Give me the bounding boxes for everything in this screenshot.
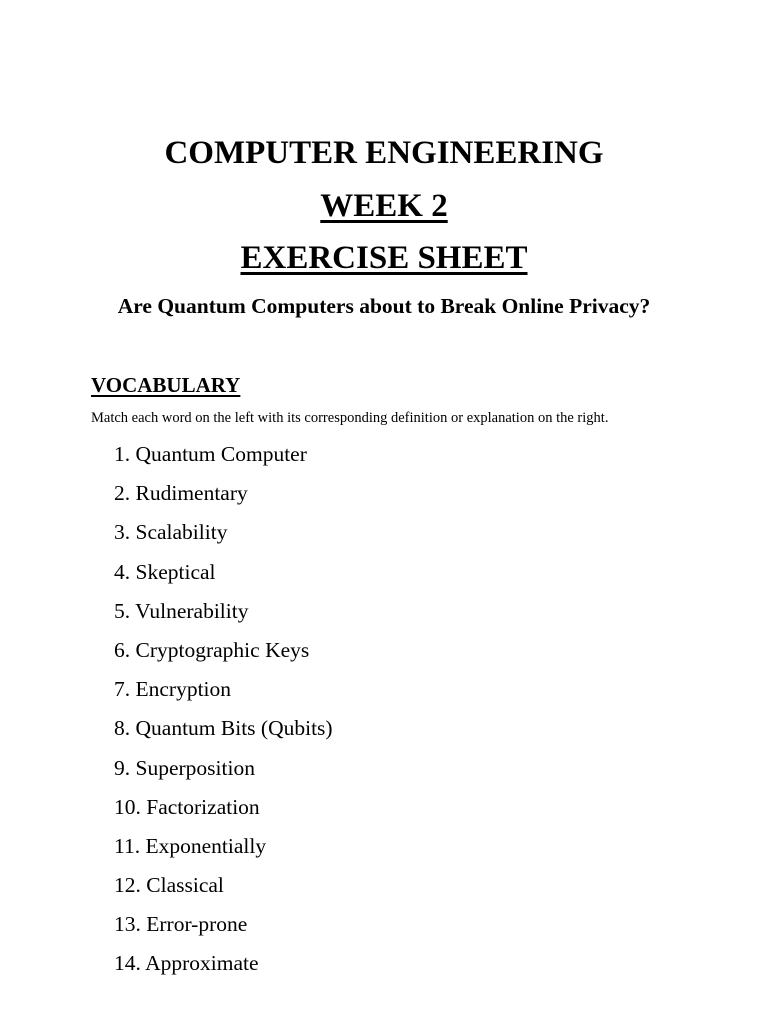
vocabulary-item: 11. Exponentially [114, 833, 267, 858]
vocabulary-item: 14. Approximate [114, 951, 259, 976]
vocabulary-item: 5. Vulnerability [114, 598, 249, 623]
sheet-title: EXERCISE SHEET [240, 240, 528, 276]
course-title: COMPUTER ENGINEERING [164, 135, 604, 171]
vocabulary-heading: VOCABULARY [91, 373, 241, 397]
vocabulary-item: 1. Quantum Computer [114, 442, 307, 466]
vocabulary-item: 6. Cryptographic Keys [114, 637, 310, 662]
vocabulary-instructions: Match each word on the left with its corresponding definition or explanation on the right. [91, 410, 609, 426]
vocabulary-item: 4. Skeptical [114, 559, 216, 584]
vocabulary-item: 9. Superposition [114, 755, 255, 780]
vocabulary-item: 12. Classical [114, 873, 224, 898]
vocabulary-item: 8. Quantum Bits (Qubits) [114, 716, 333, 741]
article-subtitle: Are Quantum Computers about to Break Online Privacy? [117, 294, 651, 318]
vocabulary-list [114, 440, 333, 989]
vocabulary-item: 2. Rudimentary [114, 481, 248, 506]
week-title: WEEK 2 [320, 188, 448, 224]
vocabulary-item: 3. Scalability [114, 520, 228, 545]
vocabulary-item: 10. Factorization [114, 794, 260, 819]
vocabulary-item: 13. Error-prone [114, 912, 248, 937]
vocabulary-item: 7. Encryption [114, 677, 232, 702]
